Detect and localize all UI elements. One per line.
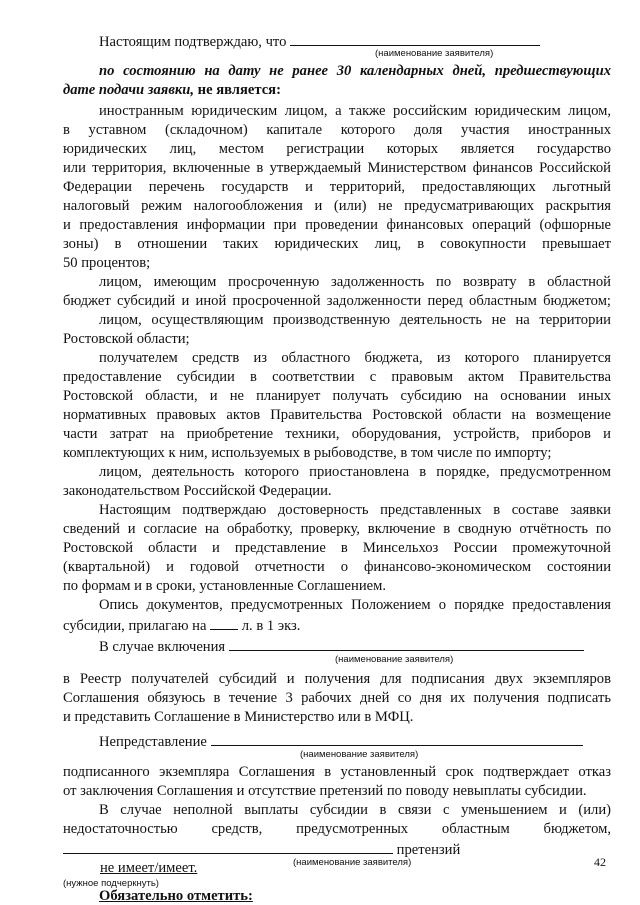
attach-suffix: л. в 1 экз. <box>241 618 301 633</box>
body-line: зоны) в отношении таких юридических лиц, в совокупности превышает <box>63 236 611 252</box>
registry-line: в Реестр получателей субсидий и получения для подписания двух экземпляров <box>63 671 611 687</box>
intro-line-1: по состоянию на дату не ранее 30 календарных дней, предшествующих <box>99 63 611 79</box>
body-line: комплектующих к ним, используемых в рыбоводстве, в том числе по импорту; <box>63 445 552 461</box>
body-line: Ростовской области, и не планирует получать субсидию на основании иных <box>63 388 611 404</box>
body-line: сведений и согласие на обработку, проверку, включение в сводную отчётность по <box>63 521 611 537</box>
claims-line <box>63 839 611 857</box>
applicant-blank-1[interactable] <box>290 31 540 46</box>
registry-line: Соглашения обязуюсь в течение 3 рабочих дней со дня их получения подписать <box>63 690 611 706</box>
caption-applicant-1: (наименование заявителя) <box>375 48 494 59</box>
body-line: и предоставления информации при проведении финансовых операций (офшорные <box>63 217 611 233</box>
body-line: налоговый режим налогообложения и (или) не предусматривающих раскрытия <box>63 198 611 214</box>
body-line: лицом, деятельность которого приостановлена в порядке, предусмотренном <box>99 464 611 480</box>
body-line: лицом, осуществляющим производственную деятельность не на территории <box>99 312 611 328</box>
body-line: или территория, включенные в утверждаемый Министерством финансов Российской <box>63 160 611 176</box>
attach-line <box>63 615 611 633</box>
body-line: Настоящим подтверждаю достоверность представленных в составе заявки <box>99 502 611 518</box>
signed-line: подписанного экземпляра Соглашения в установленный срок подтверждает отказ <box>63 764 611 780</box>
body-line: по формам и в сроки, установленные Соглашением. <box>63 578 387 594</box>
caption-underline: (нужное подчеркнуть) <box>63 878 159 889</box>
applicant-blank-2[interactable] <box>229 636 584 651</box>
body-line: получателем средств из областного бюджета, из которого планируется <box>99 350 611 366</box>
body-line: предоставление субсидии в соответствии с правовым актом Правительства <box>63 369 611 385</box>
has-not-has-line <box>100 859 300 877</box>
has-not-has[interactable]: не имеет/имеет. <box>100 860 198 876</box>
confirm-prefix: Настоящим подтверждаю, что <box>99 34 287 49</box>
caption-applicant-2: (наименование заявителя) <box>335 654 454 665</box>
confirm-line <box>99 31 611 49</box>
body-line: 50 процентов; <box>63 255 151 271</box>
signed-line: В случае неполной выплаты субсидии в связи с уменьшением и (или) <box>99 802 611 818</box>
intro-italic: дате подачи заявки, <box>63 82 195 98</box>
body-line: иностранным юридическим лицом, а также российским юридическим лицом, <box>99 103 611 119</box>
body-line: Ростовской области и представление в Минсельхоз России промежуточной <box>63 540 611 556</box>
registry-line: и представить Соглашение в Министерство или в МФЦ. <box>63 709 414 725</box>
body-line: юридических лиц, местом регистрации которых является государство <box>63 141 611 157</box>
nonsubmit-line <box>99 731 611 749</box>
body-line: Ростовской области; <box>63 331 190 347</box>
body-line: законодательством Российской Федерации. <box>63 483 332 499</box>
pages-count-blank[interactable] <box>210 615 238 630</box>
caption-applicant-4: (наименование заявителя) <box>293 857 412 868</box>
inclusion-prefix: В случае включения <box>99 639 226 654</box>
applicant-blank-4[interactable] <box>63 839 393 854</box>
claims-suffix: претензий <box>396 842 461 857</box>
body-line: части затрат на приобретение техники, оборудования, устройств, приборов и <box>63 426 611 442</box>
must-note-heading: Обязательно отметить: <box>99 888 253 904</box>
applicant-blank-3[interactable] <box>211 731 583 746</box>
body-line: бюджет субсидий и иной просроченной задолженности перед областным бюджетом; <box>63 293 611 309</box>
body-line: лицом, имеющим просроченную задолженность по возврату в областной <box>99 274 611 290</box>
page-number: 42 <box>594 855 606 869</box>
signed-line: недостаточностью средств, предусмотренных областным бюджетом, <box>63 821 611 837</box>
body-line: (квартальной) и годовой отчетности о финансово-экономическом состоянии <box>63 559 611 575</box>
nonsubmit-prefix: Непредставление <box>99 734 207 749</box>
attach-prefix: субсидии, прилагаю на <box>63 618 207 633</box>
body-line: Опись документов, предусмотренных Положением о порядке предоставления <box>99 597 611 613</box>
body-line: Федерации перечень государств и территорий, предоставляющих льготный <box>63 179 611 195</box>
caption-applicant-3: (наименование заявителя) <box>300 749 419 760</box>
intro-line-2 <box>63 81 611 99</box>
inclusion-line <box>99 636 611 654</box>
signed-line: от заключения Соглашения и отсутствие претензий по поводу невыплаты субсидии. <box>63 783 587 799</box>
intro-bold: не является: <box>194 82 281 98</box>
body-line: нормативных правовых актов Правительства Ростовской области на возмещение <box>63 407 611 423</box>
body-line: в уставном (складочном) капитале которого доля участия иностранных <box>63 122 611 138</box>
